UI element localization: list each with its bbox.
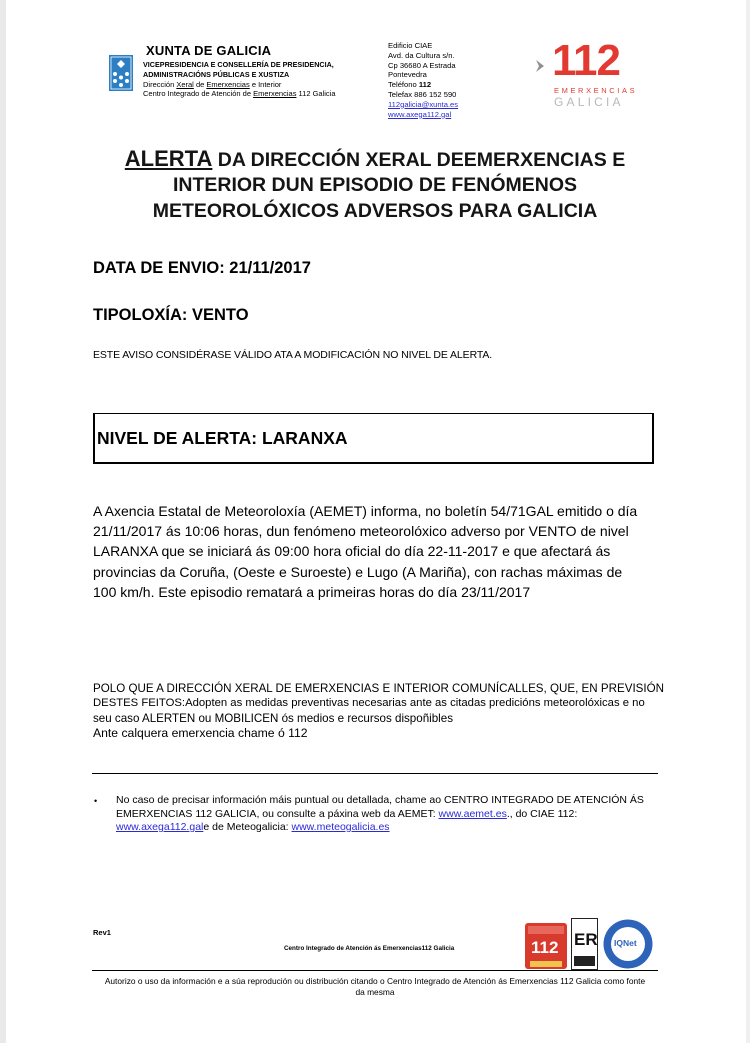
org-line-4 [143, 89, 336, 99]
axega-link[interactable]: www.axega112.gal [116, 821, 204, 833]
recommend-line: seu caso ALERTEN ou MOBILICEN ós medios e recursos dispoñibles [93, 712, 454, 725]
title-alerta: ALERTA [124, 146, 213, 171]
recommend-line: POLO QUE A DIRECCIÓN XERAL DE EMERXENCIAS E INTERIOR COMUNÍCALLES, QUE, EN PREVISIÓN [93, 682, 665, 695]
address-line: Avd. da Cultura s/n. [388, 50, 455, 60]
aemet-link[interactable]: www.aemet.es [438, 807, 507, 820]
logo-galicia: GALICIA [554, 95, 624, 109]
body-line: 21/11/2017 ás 10:06 horas, dun fenómeno meteorolóxico adverso por VENTO de nivel [93, 523, 629, 540]
document-title-line-2: INTERIOR DUN EPISODIO DE FENÓMENOS [172, 174, 578, 196]
address-line: Pontevedra [388, 70, 427, 80]
org-name: XUNTA DE GALICIA [146, 43, 272, 58]
logo-emerx: EMERXENCIAS [554, 86, 638, 95]
fax-line: Telefax 886 152 590 [388, 89, 457, 99]
usage-notice [92, 976, 658, 998]
recommendations [93, 681, 663, 741]
page-right-edge [746, 0, 750, 1043]
note-line-2-tail: ., do CIAE 112: [506, 807, 578, 820]
org-line-3-e: e Interior [249, 80, 282, 89]
aenor-er-badge-icon [571, 918, 598, 970]
iqnet-badge-icon [602, 918, 654, 970]
logo-112-emerxencias [528, 38, 658, 116]
title-line-1-rest: DA DIRECCIÓN XERAL DEEMERXENCIAS E [212, 149, 626, 171]
org-line-1: VICEPRESIDENCIA E CONSELLERÍA DE PRESIDENCIA, [143, 60, 334, 69]
body-line: provincias da Coruña, (Oeste e Suroeste) e Lugo (A Mariña), con rachas máximas de [93, 563, 623, 580]
bullet-icon: • [94, 796, 98, 806]
recommend-line: Ante calquera emerxencia chame ó 112 [93, 726, 308, 740]
body-line: LARANXA que se iniciará ás 09:00 hora oficial do día 22-11-2017 e que afectará ás [93, 543, 611, 560]
body-line: A Axencia Estatal de Meteoroloxía (AEMET) informa, no boletín 54/71GAL emitido o día [93, 503, 638, 519]
quality-112-badge-icon [524, 921, 568, 971]
info-note [116, 794, 658, 835]
org-line-3-d: Emerxencias [206, 80, 250, 89]
phone-value: 112 [418, 80, 432, 90]
org-line-3-b: Xeral [176, 80, 194, 89]
badge-er-text: ER [574, 930, 598, 949]
type-line: TIPOLOXÍA: VENTO [93, 306, 249, 324]
email-link[interactable]: 112galicia@xunta.es [388, 99, 459, 109]
note-line-2 [116, 808, 658, 822]
date-line: DATA DE ENVIO: 21/11/2017 [93, 259, 311, 277]
document-title-line-1 [90, 146, 660, 172]
website-link[interactable]: www.axega112.gal [388, 109, 452, 119]
org-line-4-c: 112 Galicia [296, 89, 336, 98]
note-line-1: No caso de precisar información máis puntual ou detallada, chame ao CENTRO INTEGRADO DE ATENCIÓN ÁS [116, 794, 644, 806]
note-line-3 [116, 821, 658, 835]
note-line-3-mid: e de Meteogalicia: [203, 821, 292, 833]
org-line-4-b: Emerxencias [253, 89, 297, 98]
note-line-2-text: EMERXENCIAS 112 GALICIA, ou consulte a páxina web da AEMET: [116, 807, 439, 820]
chevron-right-icon [534, 58, 550, 74]
org-line-3-c: de [193, 80, 207, 89]
org-line-2: ADMINISTRACIÓNS PÚBLICAS E XUSTIZA [143, 70, 290, 79]
body-line: 100 km/h. Este episodio rematará a primeiras horas do día 23/11/2017 [93, 583, 531, 600]
phone-line [388, 80, 458, 90]
org-line-3-a: Dirección [143, 80, 177, 89]
footer-divider [92, 970, 658, 971]
recommend-line: DESTES FEITOS:Adopten as medidas preventivas necesarias ante as citadas predicións meteorolóxicas e no [93, 697, 645, 709]
org-line-4-a: Centro Integrado de Atención de [143, 89, 254, 98]
badge-iqnet-text: IQNet [614, 938, 637, 948]
address-block [388, 41, 458, 119]
footer-center-name: Centro Integrado de Atención ás Emerxencias112 Galicia [284, 945, 455, 952]
revision-label: Rev1 [93, 928, 111, 937]
page-left-edge [0, 0, 6, 1043]
alert-description [93, 501, 663, 602]
meteogalicia-link[interactable]: www.meteogalicia.es [291, 821, 390, 833]
validity-note: ESTE AVISO CONSIDÉRASE VÁLIDO ATA A MODIFICACIÓN NO NIVEL DE ALERTA. [93, 349, 493, 361]
document-title-line-3: METEOROLÓXICOS ADVERSOS PARA GALICIA [152, 200, 598, 222]
divider [92, 773, 658, 774]
address-line: Edificio CIAE [388, 41, 433, 50]
usage-line-2: da mesma [355, 987, 395, 997]
xunta-coat-of-arms-icon [108, 54, 134, 92]
address-line: Cp 36680 A Estrada [388, 60, 456, 70]
alert-level: NIVEL DE ALERTA: LARANXA [97, 428, 348, 448]
usage-line-1: Autorizo o uso da información e a súa reprodución ou distribución citando o Centro Integrado de Atención ás Emerxencias 112 Galicia como fonte [104, 976, 646, 986]
badge-112-number: 112 [531, 938, 559, 957]
logo-number: 112 [552, 36, 620, 85]
phone-label: Teléfono [388, 80, 419, 90]
